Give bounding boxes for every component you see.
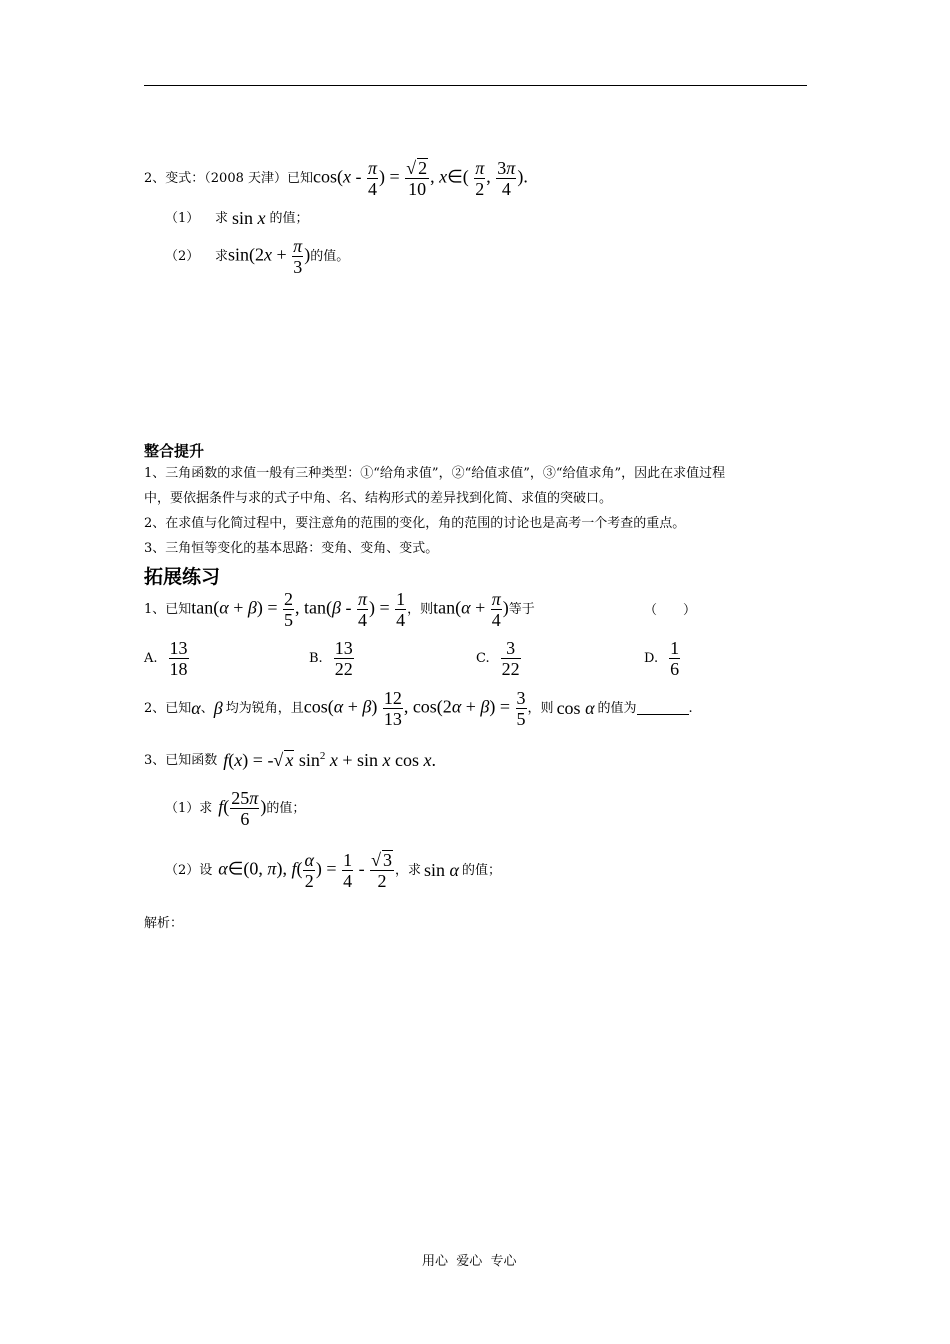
section-title: 整合提升 — [144, 442, 205, 460]
ex3-q1 — [165, 788, 305, 829]
ex1-option-a — [144, 638, 190, 679]
ex1-option-c — [476, 638, 522, 679]
ex2-alpha: α — [191, 698, 201, 718]
ex3-q2-end: 的值； — [461, 862, 501, 878]
sub1-text: 求 — [215, 210, 229, 226]
header-rule — [144, 85, 807, 86]
ex1-mid: ，则 — [407, 601, 434, 617]
ex3-prefix: 3、已知函数 — [144, 752, 218, 768]
ex2-dot: . — [688, 700, 693, 716]
summary-line-4: 3、三角恒等变化的基本思路：变角、变角、变式。 — [144, 541, 439, 556]
exercise-3 — [144, 750, 436, 771]
variant-sub1 — [165, 208, 309, 229]
ex2-end: 的值为 — [597, 700, 637, 716]
option-fraction: $\frac{13}{18}$ — [169, 638, 188, 679]
ex2-condition: cos(α + β) $\frac{12}{13}$ , cos(2α + β) = $\frac{3}{5}$ — [303, 688, 526, 729]
sub2-text: 求 — [215, 248, 229, 264]
ex1-end: 等于 — [508, 601, 535, 617]
analysis-label: 解析： — [144, 916, 184, 931]
option-fraction: $\frac{3}{22}$ — [501, 638, 520, 679]
answer-blank — [637, 702, 689, 715]
option-fraction: $\frac{1}{6}$ — [670, 638, 680, 679]
option-label: D. — [644, 650, 659, 666]
ex1-condition: tan(α + β) = $\frac{2}{5}$ , tan(β - $\frac{\pi}{4}$ ) = $\frac{1}{4}$ — [191, 589, 406, 630]
ex3-q1-prefix: （1）求 — [165, 800, 213, 816]
sub2-math: sin(2x + $\frac{\pi}{3}$ ) — [228, 236, 311, 277]
ex1-option-b — [309, 638, 355, 679]
page-footer: 用心 爱心 专心 — [422, 1254, 517, 1269]
variant-condition: cos(x - $\frac{\pi}{4}$ ) = $\frac{√ 2}{10}$ , x∈( $\frac{\pi}{2}$ , $\frac{3\pi}{4}$ ). — [313, 158, 528, 199]
sub1-end: 的值； — [269, 210, 309, 226]
ex3-q2-mid: ，求 — [394, 862, 421, 878]
ex3-q2 — [165, 850, 501, 891]
exercise-1 — [144, 589, 535, 630]
ex3-q2-math: α∈(0, π), f( $\frac{\alpha}{2}$ ) = $\frac{1}{4}$ - $\frac{√ 3}{2}$ — [218, 850, 392, 891]
option-label: B. — [309, 650, 323, 666]
ex3-function: f(x) = -√ x $\sin^2 x + \sin x$ cos x. — [223, 750, 437, 770]
ex1-prefix: 1、已知 — [144, 601, 192, 617]
ex1-target: tan(α + $\frac{\pi}{4}$ ) — [433, 589, 509, 630]
ex3-q1-end: 的值； — [266, 800, 306, 816]
summary-line-2: 中，要依据条件与求的式子中角、名、结构形式的差异找到化简、求值的突破口。 — [144, 491, 613, 506]
sub2-end: 的值。 — [310, 248, 350, 264]
option-label: A. — [144, 650, 158, 666]
option-fraction: $\frac{13}{22}$ — [334, 638, 353, 679]
ex2-mid2: 均为锐角，且 — [225, 700, 304, 716]
ex2-mid3: ，则 — [527, 700, 554, 716]
variant-sub2 — [165, 236, 349, 277]
summary-line-1: 1、三角函数的求值一般有三种类型：①“给角求值”，②“给值求值”，③“给值求角”，因此在求值过程 — [144, 466, 726, 481]
ex3-q1-math: f( $\frac{25\pi}{6}$ ) — [218, 788, 267, 829]
sub2-number: （2） — [165, 248, 200, 264]
variant-problem — [144, 158, 528, 199]
ex1-option-d — [644, 638, 681, 679]
ex2-prefix: 2、已知 — [144, 700, 192, 716]
option-label: C. — [476, 650, 490, 666]
ex2-beta: β — [213, 698, 223, 718]
summary-line-3: 2、在求值与化简过程中，要注意角的范围的变化，角的范围的讨论也是高考一个考查的重点。 — [144, 516, 686, 531]
ex2-mid1: 、 — [200, 700, 214, 716]
sub1-number: （1） — [165, 210, 200, 226]
sub1-math: sin x — [232, 208, 266, 228]
extension-title: 拓展练习 — [144, 566, 221, 588]
ex3-q2-target: sin α — [423, 860, 459, 880]
ex2-target: cos α — [556, 698, 595, 718]
exercise-2 — [144, 688, 693, 729]
ex3-q2-prefix: （2）设 — [165, 862, 213, 878]
variant-prefix: 2、变式：（2008 天津）已知 — [144, 170, 313, 186]
ex1-answer-paren: （ ） — [644, 603, 697, 618]
